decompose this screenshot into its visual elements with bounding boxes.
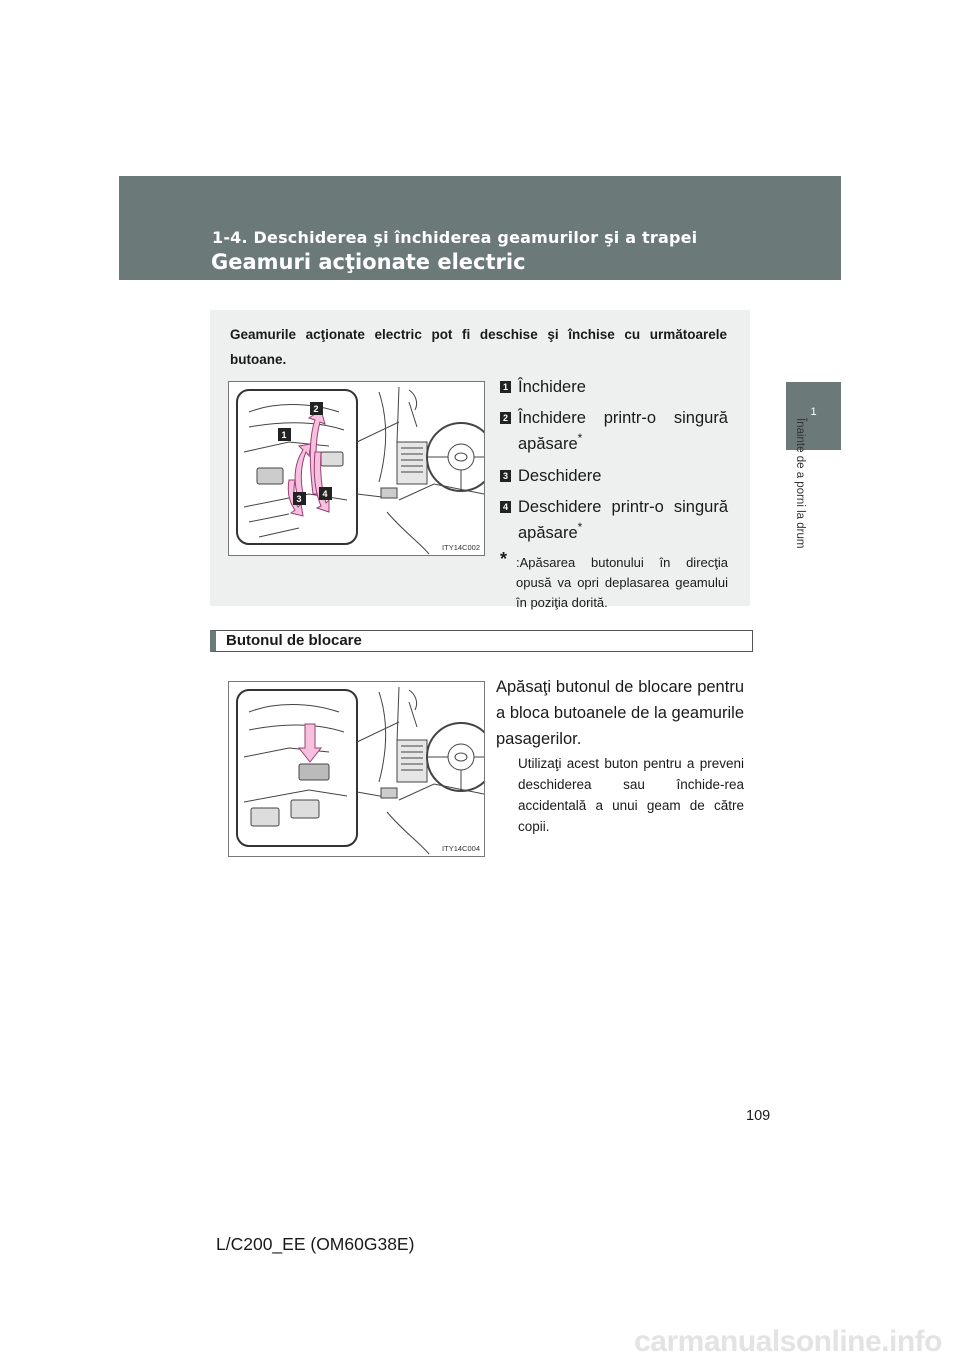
figure-code: ITY14C002 — [442, 543, 480, 552]
legend-label: Deschidere — [518, 467, 602, 485]
lock-note: Utilizaţi acest buton pentru a preveni deschiderea sau închide-rea accidentală a unui geam de către copii. — [518, 756, 744, 834]
chapter-tab-number: 1 — [810, 406, 817, 418]
item-number-badge: 1 — [500, 381, 511, 393]
intro-text: Geamurile acţionate electric pot fi deschise şi închise cu următoarele butoane. — [230, 327, 727, 367]
asterisk-mark: * — [577, 520, 583, 534]
legend-item — [500, 494, 728, 547]
legend-item — [500, 405, 728, 458]
svg-text:4: 4 — [322, 489, 328, 499]
item-number-badge: 4 — [500, 501, 511, 513]
intro-box — [210, 310, 750, 610]
svg-text:1: 1 — [281, 430, 287, 440]
legend-label: Închidere printr-o singură apăsare — [518, 409, 728, 453]
lock-button-heading-text: Butonul de blocare — [226, 632, 362, 649]
lock-button-illustration — [229, 682, 484, 856]
lock-button-heading — [210, 630, 753, 652]
lock-button-figure — [228, 681, 485, 857]
legend-item — [500, 463, 728, 489]
power-window-switch-illustration — [229, 382, 484, 555]
item-number-badge: 2 — [500, 412, 511, 424]
asterisk-mark: * — [577, 431, 583, 445]
watermark-text: carmanualsonline.info — [634, 1325, 942, 1358]
svg-text:2: 2 — [313, 404, 319, 414]
footnote-mark: * — [500, 549, 508, 569]
section-title: 1-4. Deschiderea şi închiderea geamurilor şi a trapei — [212, 228, 698, 247]
footnote — [500, 549, 728, 613]
watermark — [0, 1323, 960, 1358]
page-number: 109 — [746, 1108, 771, 1124]
item-number-badge: 3 — [500, 470, 511, 482]
legend-label: Închidere — [518, 378, 586, 396]
page-title: Geamuri acţionate electric — [211, 250, 526, 274]
figure-code: ITY14C004 — [442, 844, 480, 853]
footnote-text: :Apăsarea butonului în direcţia opusă va opri deplasarea geamului în poziţia dorită. — [516, 555, 728, 610]
power-window-switch-figure — [228, 381, 485, 556]
function-legend — [500, 374, 728, 613]
svg-text:3: 3 — [296, 494, 302, 504]
lock-description: Apăsaţi butonul de blocare pentru a bloca butoanele de la geamurile pasagerilor. — [496, 678, 744, 748]
legend-label: Deschidere printr-o singură apăsare — [518, 498, 728, 542]
chapter-label: Înainte de a porni la drum — [794, 418, 806, 549]
legend-item — [500, 374, 728, 400]
document-code: L/C200_EE (OM60G38E) — [216, 1234, 415, 1254]
